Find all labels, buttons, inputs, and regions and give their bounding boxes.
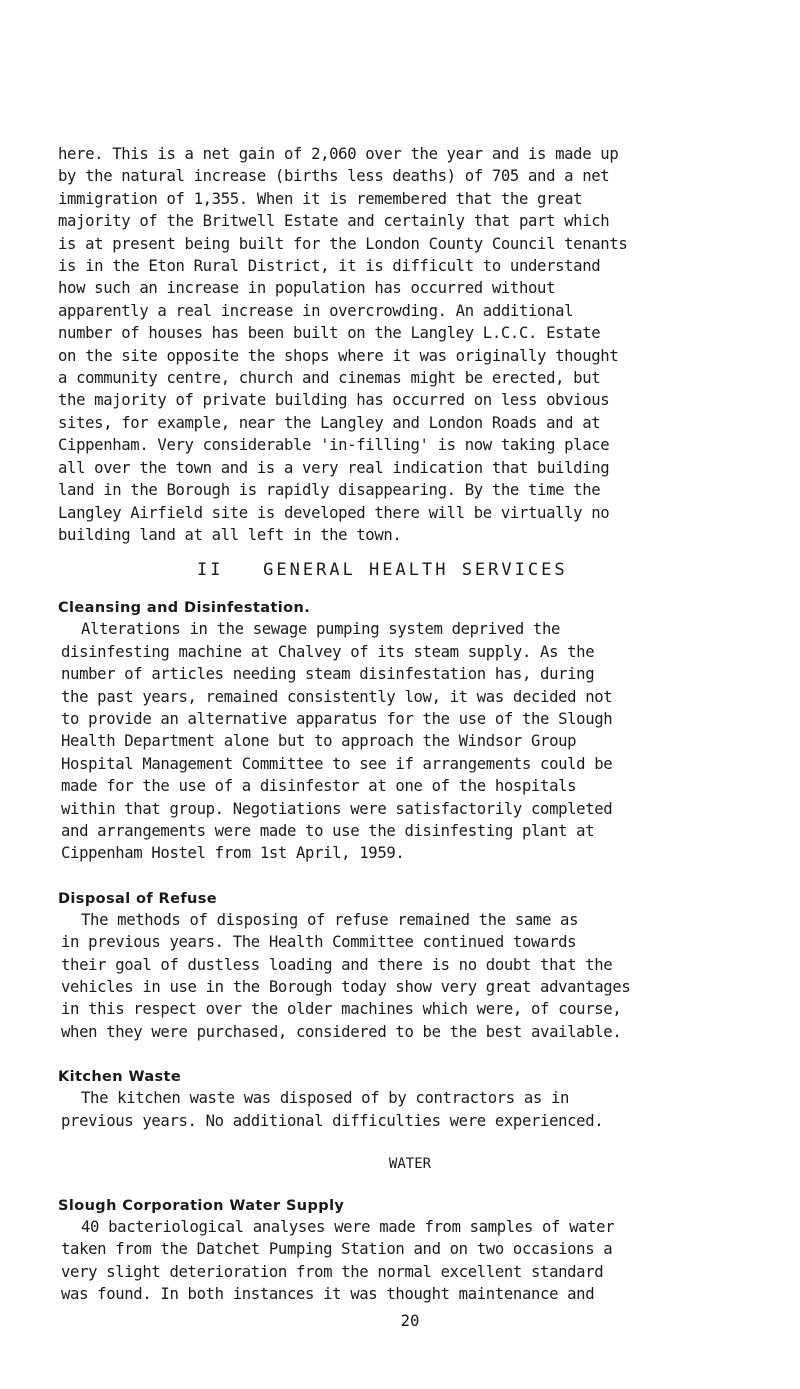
heading-kitchen-waste: Kitchen Waste — [58, 1069, 182, 1086]
heading-disposal-of-refuse: Disposal of Refuse — [58, 890, 218, 907]
cleansing-disinfestation-body: Alterations in the sewage pumping system deprived the disinfesting machine at Chalvey of its steam supply. As the number of articles needing steam disinfestation has, during the past years, remained consistently low, it was decided not to provide an alternative apparatus for the use of the Slough Health Department alone but to approach the Windsor Group Hospital Management Committee to see if arrangements could be made for the use of a disinfestor at one of the hospitals within that group. Negotiations were satisfactorily completed and arrangements were made to use the disinfesting plant at Cippenham Hostel from 1st April, 1959. — [61, 620, 613, 863]
page-number: 20 — [400, 1312, 420, 1330]
heading-cleansing-disinfestation: Cleansing and Disinfestation. — [58, 600, 311, 617]
disposal-of-refuse-body: The methods of disposing of refuse remained the same as in previous years. The Health Committee continued towards their goal of dustless loading and there is no doubt that the vehicles in use in the Borough today show very great advantages in this respect over the older machines which were, of course, when they were purchased, considered to be the best available. — [61, 910, 631, 1041]
heading-slough-water-supply: Slough Corporation Water Supply — [58, 1198, 345, 1215]
intro-paragraph: here. This is a net gain of 2,060 over the year and is made up by the natural increase (births less deaths) of 705 and a net immigration of 1,355. When it is remembered that the great majority of the Britwell Estate and certainly that part which is at present being built for the London County Council tenants is in the Eton Rural District, it is difficult to understand how such an increase in population has occurred without apparently a real increase in overcrowding. An additional number of houses has been built on the Langley L.C.C. Estate on the site opposite the shops where it was originally thought a community centre, church and cinemas might be erected, but the majority of private building has occurred on less obvious sites, for example, near the Langley and London Roads and at Cippenham. Very considerable 'in-filling' is now taking place all over the town and is a very real indication that building land in the Borough is rapidly disappearing. By the time the Langley Airfield site is developed there will be virtually no building land at all left in the town. — [58, 145, 628, 544]
kitchen-waste-body: The kitchen waste was disposed of by contractors as in previous years. No additional difficulties were experienced. — [61, 1089, 604, 1130]
section-heading-general-health-services: II GENERAL HEALTH SERVICES — [197, 560, 568, 581]
slough-water-supply-body: 40 bacteriological analyses were made from samples of water taken from the Datchet Pumping Station and on two occasions a very slight deterioration from the normal excellent standard was found. In both instances it was thought maintenance and — [61, 1218, 615, 1304]
water-heading: WATER — [388, 1156, 432, 1173]
document-page — [58, 143, 768, 1306]
